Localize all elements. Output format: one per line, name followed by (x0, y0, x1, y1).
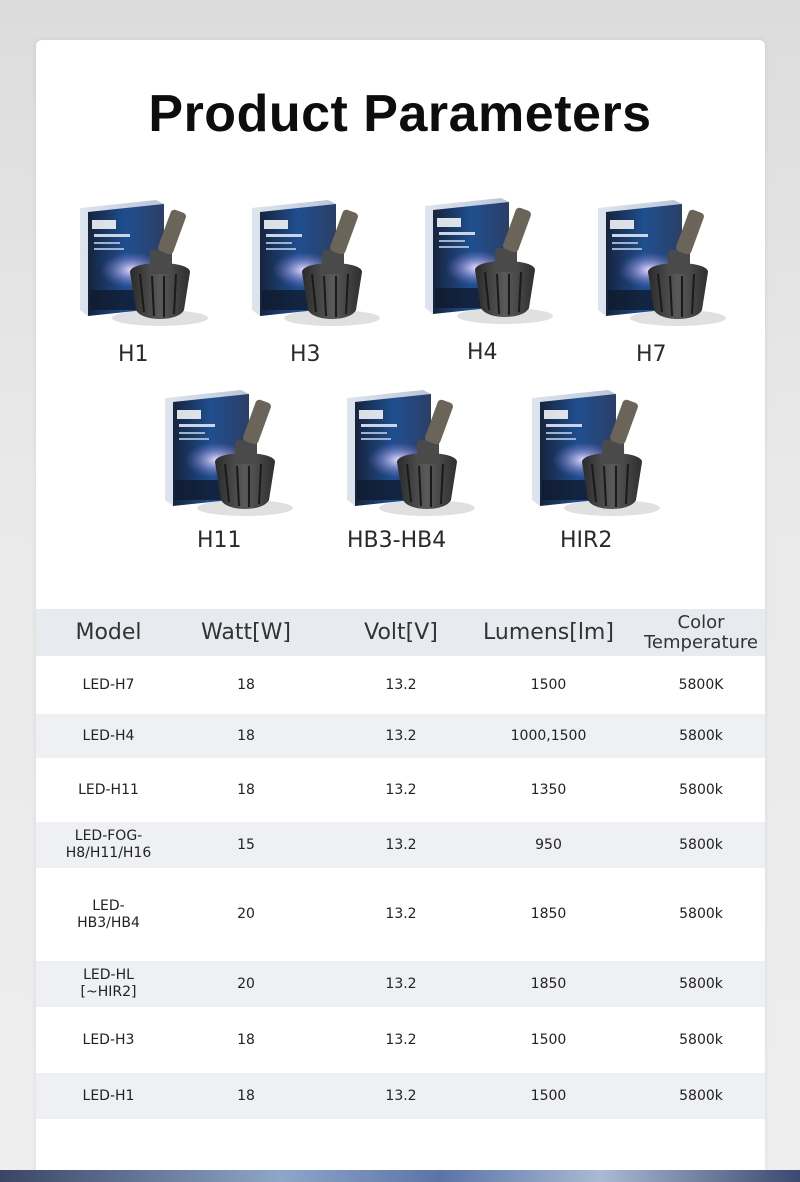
cell-watt: 18 (237, 781, 255, 798)
cell-color: 5800k (679, 727, 723, 744)
cell-watt: 15 (237, 836, 255, 853)
h7-package-image (578, 190, 748, 330)
decorative-bottom-strip (0, 1170, 800, 1182)
product-h1 (60, 190, 230, 365)
header-color-temperature: Color Temperature (643, 611, 759, 653)
table-row (36, 656, 765, 714)
cell-volt: 13.2 (385, 1031, 417, 1048)
table-row (36, 1073, 765, 1119)
cell-model: LED-FOG-H8/H11/H16 (65, 828, 152, 861)
table-row (36, 868, 765, 961)
cell-lumens: 1000,1500 (510, 727, 587, 744)
cell-watt: 18 (237, 1031, 255, 1048)
product-h4 (405, 188, 575, 363)
cell-model: LED-H3 (82, 1031, 135, 1048)
h1-package-image (60, 190, 230, 330)
product-label: H1 (118, 342, 149, 367)
cell-color: 5800k (679, 1031, 723, 1048)
cell-lumens: 1850 (530, 906, 567, 922)
hb3-hb4-package-image (327, 380, 497, 520)
cell-volt: 13.2 (385, 781, 417, 798)
cell-color: 5800k (679, 906, 723, 922)
product-label: H3 (290, 342, 321, 367)
product-label: H4 (467, 340, 498, 365)
cell-lumens: 1500 (530, 1087, 567, 1104)
h3-package-image (232, 190, 402, 330)
cell-color: 5800k (679, 975, 723, 992)
cell-volt: 13.2 (385, 906, 417, 922)
h4-package-image (405, 188, 575, 328)
product-h7 (578, 190, 748, 365)
cell-lumens: 1850 (530, 975, 567, 992)
product-h3 (232, 190, 402, 365)
cell-volt: 13.2 (385, 1087, 417, 1104)
product-hb3-hb4 (327, 380, 497, 555)
product-label: H7 (636, 342, 667, 367)
cell-color: 5800K (678, 676, 724, 693)
cell-lumens: 950 (535, 836, 562, 853)
table-row (36, 758, 765, 822)
table-row (36, 822, 765, 868)
product-h11 (145, 380, 315, 555)
hir2-package-image (512, 380, 682, 520)
cell-model: LED-H7 (82, 676, 135, 693)
cell-watt: 20 (237, 906, 255, 922)
table-header (36, 609, 765, 656)
cell-watt: 20 (237, 975, 255, 992)
header-lumens: Lumens[lm] (483, 619, 614, 645)
cell-model: LED-HB3/HB4 (77, 897, 140, 931)
cell-lumens: 1500 (530, 1031, 567, 1048)
cell-model: LED-HL [~HIR2] (80, 967, 137, 1000)
cell-volt: 13.2 (385, 836, 417, 853)
table-row (36, 961, 765, 1007)
cell-color: 5800k (679, 836, 723, 853)
cell-lumens: 1500 (530, 676, 567, 693)
table-row (36, 1007, 765, 1073)
cell-lumens: 1350 (530, 781, 567, 798)
header-watt: Watt[W] (201, 619, 291, 645)
h11-package-image (145, 380, 315, 520)
cell-volt: 13.2 (385, 727, 417, 744)
product-label: HIR2 (560, 528, 613, 553)
page-title: Product Parameters (148, 85, 652, 143)
cell-model: LED-H11 (78, 781, 139, 798)
table-row (36, 714, 765, 758)
product-hir2 (512, 380, 682, 555)
cell-model: LED-H1 (82, 1087, 135, 1104)
cell-watt: 18 (237, 676, 255, 693)
cell-watt: 18 (237, 727, 255, 744)
cell-model: LED-H4 (82, 727, 135, 744)
cell-watt: 18 (237, 1087, 255, 1104)
cell-color: 5800k (679, 781, 723, 798)
product-label: HB3-HB4 (347, 528, 447, 553)
product-label: H11 (197, 528, 242, 553)
cell-volt: 13.2 (385, 676, 417, 693)
header-volt: Volt[V] (364, 619, 438, 645)
cell-volt: 13.2 (385, 975, 417, 992)
cell-color: 5800k (679, 1087, 723, 1104)
header-model: Model (75, 619, 142, 645)
